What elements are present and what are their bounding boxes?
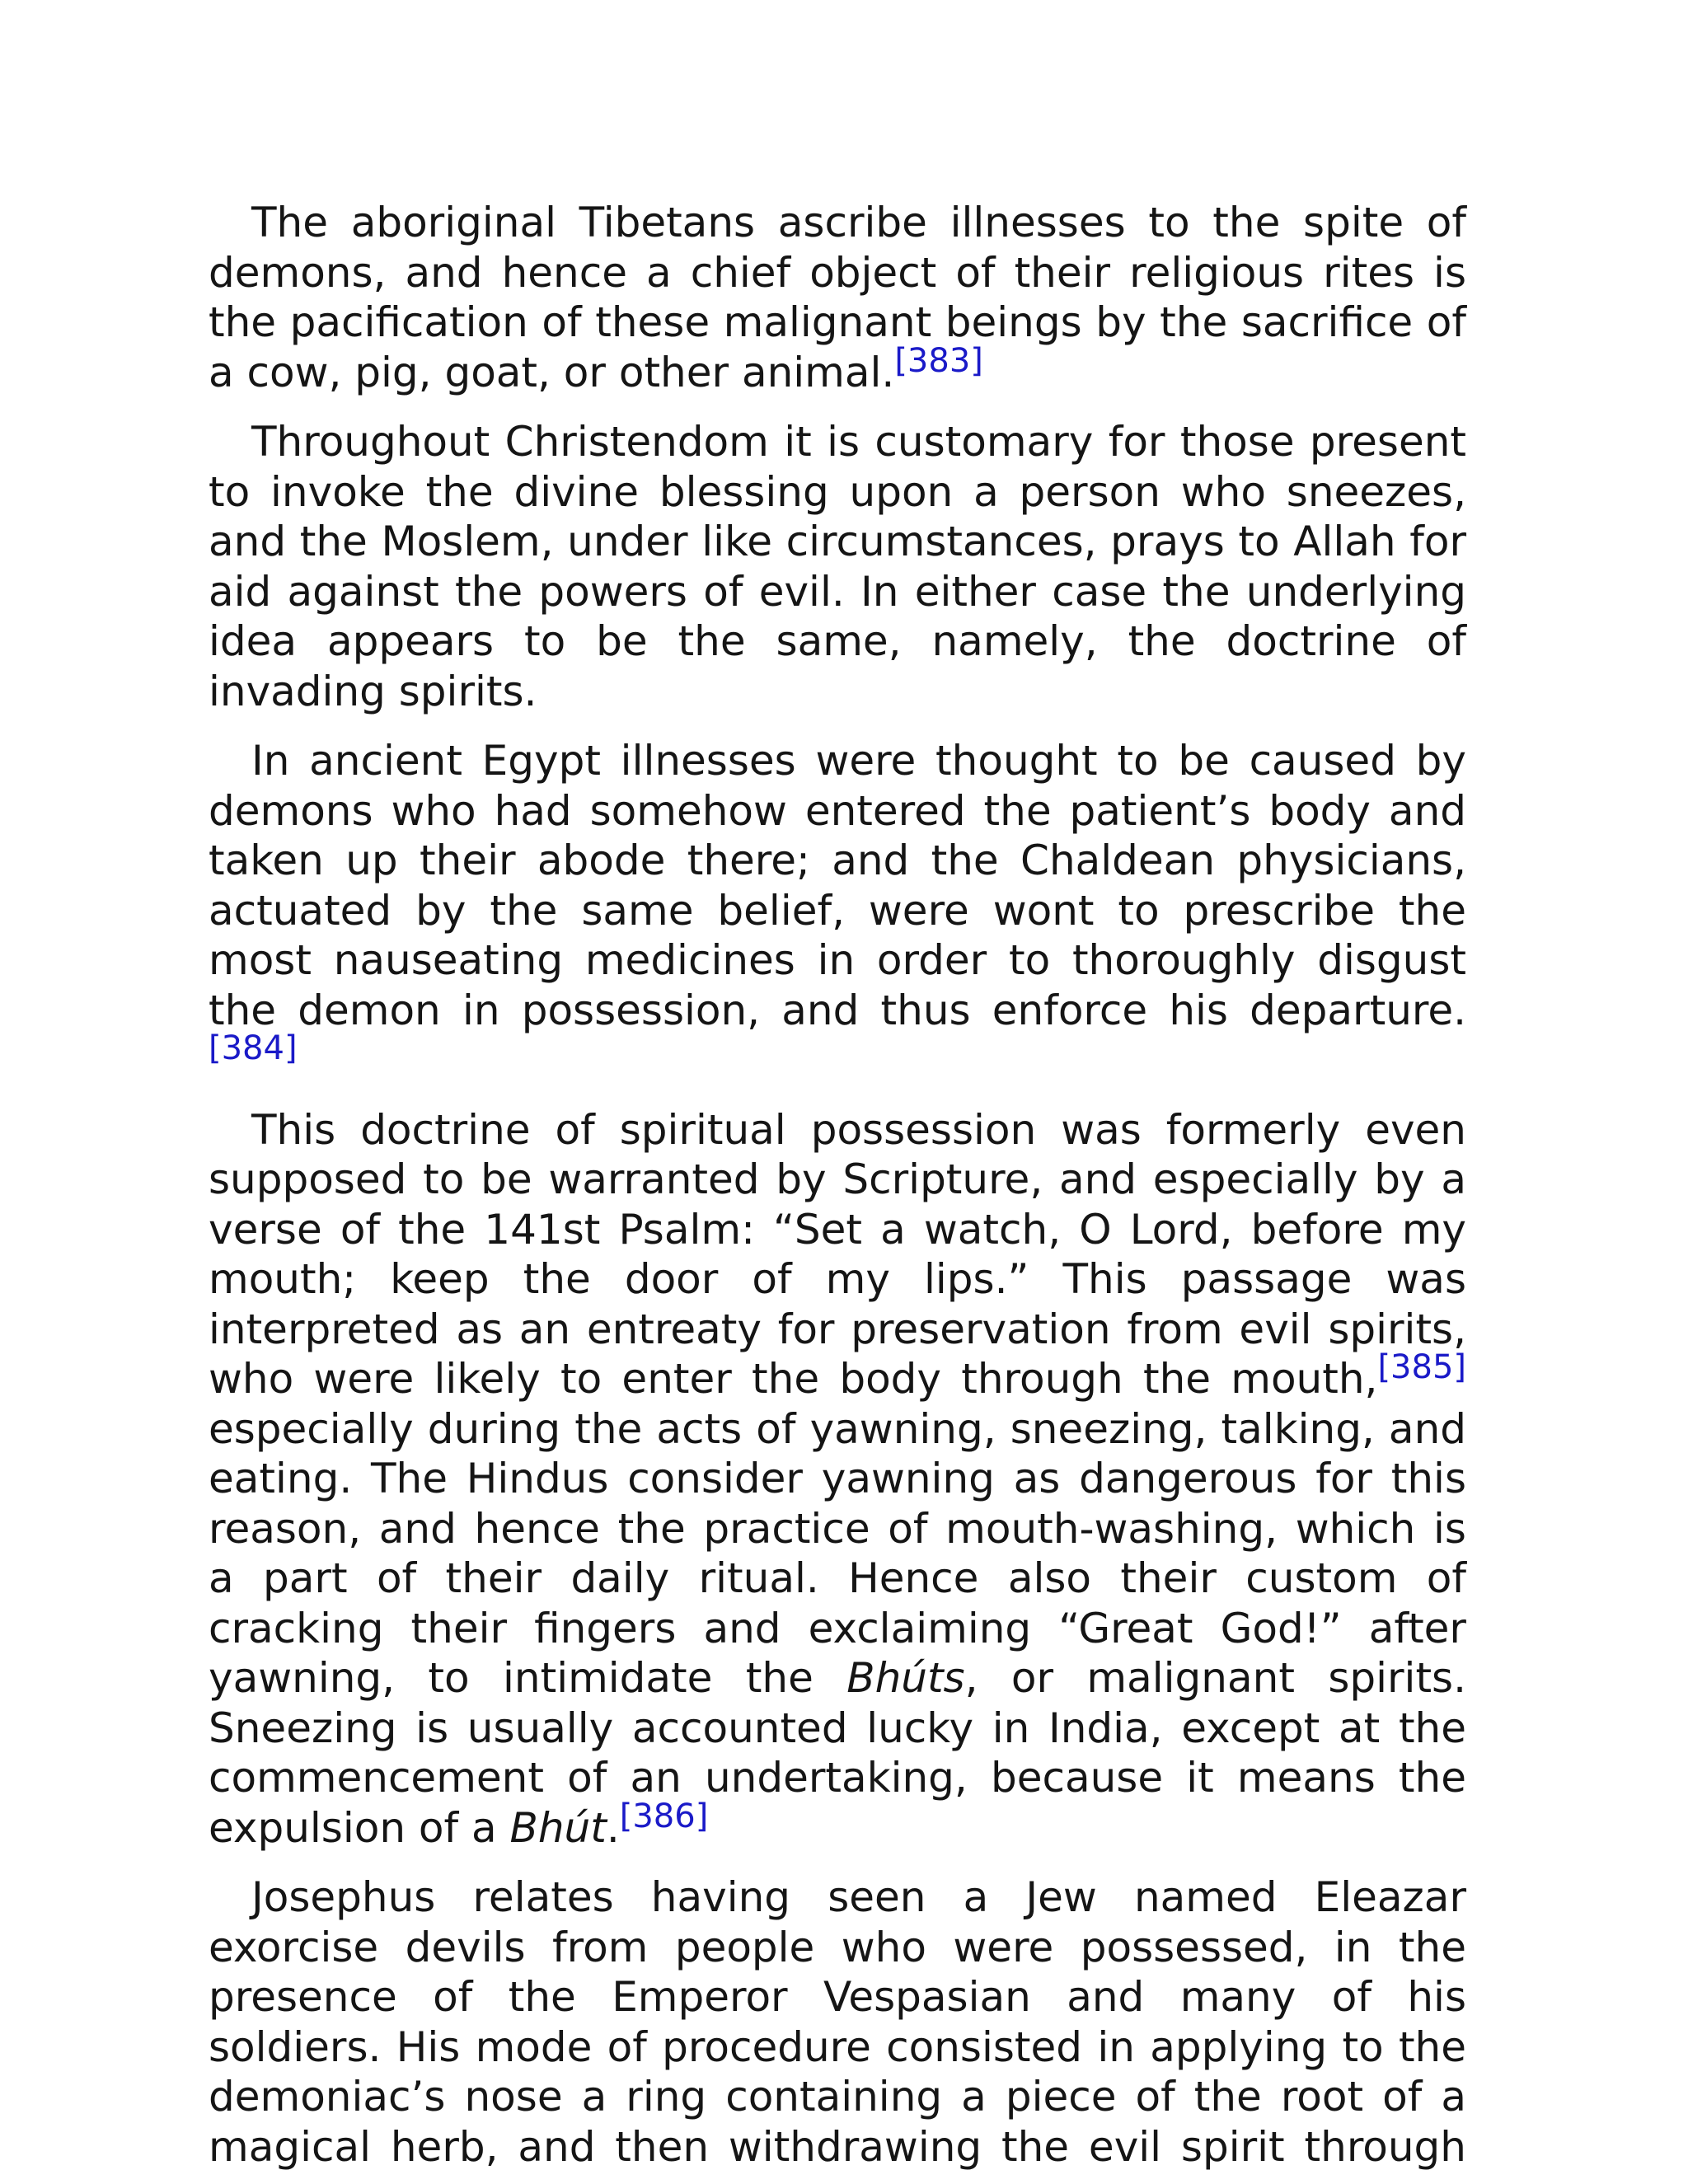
paragraph-christendom (209, 417, 1466, 716)
paragraph-tibetans (209, 198, 1466, 397)
paragraph-text: Throughout Christendom it is customary for those present to invoke the divine blessing upon a person who sneezes, and the Moslem, under like circumstances, prays to Allah for aid against the powers of evil. In either case the underlying idea appears to be the same, namely, the doctrine of invading spirits. (209, 418, 1466, 715)
paragraph-text: especially during the acts of yawning, sneezing, talking, and eating. The Hindus consider yawning as dangerous for this reason, and hence the practice of mouth-washing, which is a part of their daily ritual. Hence also their custom of cracking their fingers and exclaiming “Great God!” after yawning, to intimidate the (209, 1404, 1466, 1702)
paragraph-text: This doctrine of spiritual possession was formerly even supposed to be warranted by Scripture, and especially by a verse of the 141st Psalm: “Set a watch, O Lord, before my mouth; keep the door of my lips.” This passage was interpreted as an entreaty for preservation from evil spirits, who were likely to enter the body through the mouth, (209, 1105, 1466, 1403)
paragraph-text: In ancient Egypt illnesses were thought to be caused by demons who had somehow entered the patient’s body and taken up their abode there; and the Chaldean physicians, actuated by the same belief, were wont to prescribe the most nauseating medicines in order to thoroughly disgust the demon in possession, and thus enforce his departure. (209, 737, 1466, 1034)
footnote-link-384[interactable]: [384] (209, 1029, 298, 1067)
paragraph-josephus (209, 1872, 1466, 2172)
paragraph-possession (209, 1105, 1466, 1854)
page-body (209, 198, 1466, 2172)
italic-term-bhuts: Bhúts (846, 1654, 965, 1702)
paragraph-text: The aboriginal Tibetans ascribe illnesses to the spite of demons, and hence a chief object of their religious rites is the pacification of these malignant beings by the sacrifice of a cow, pig, goat, or other animal. (209, 199, 1466, 396)
italic-term-bhut: Bhút (509, 1803, 607, 1852)
paragraph-egypt (209, 736, 1466, 1085)
paragraph-text: . (606, 1803, 620, 1852)
footnote-link-385[interactable]: [385] (1377, 1348, 1466, 1386)
paragraph-text: Josephus relates having seen a Jew named Eleazar exorcise devils from people who were possessed, in the presence of the Emperor Vespasian and many of his soldiers. His mode of procedure consisted in applying to the demoniac’s nose a ring containing a piece of the root of a magical herb, and then withdrawing the evil spirit through (209, 1873, 1466, 2171)
footnote-link-386[interactable]: [386] (619, 1797, 709, 1835)
footnote-link-383[interactable]: [383] (894, 341, 983, 380)
paragraph-text: , or malignant spirits. Sneezing is usually accounted lucky in India, except at the commencement of an undertaking, because it means the expulsion of a (209, 1654, 1466, 1852)
